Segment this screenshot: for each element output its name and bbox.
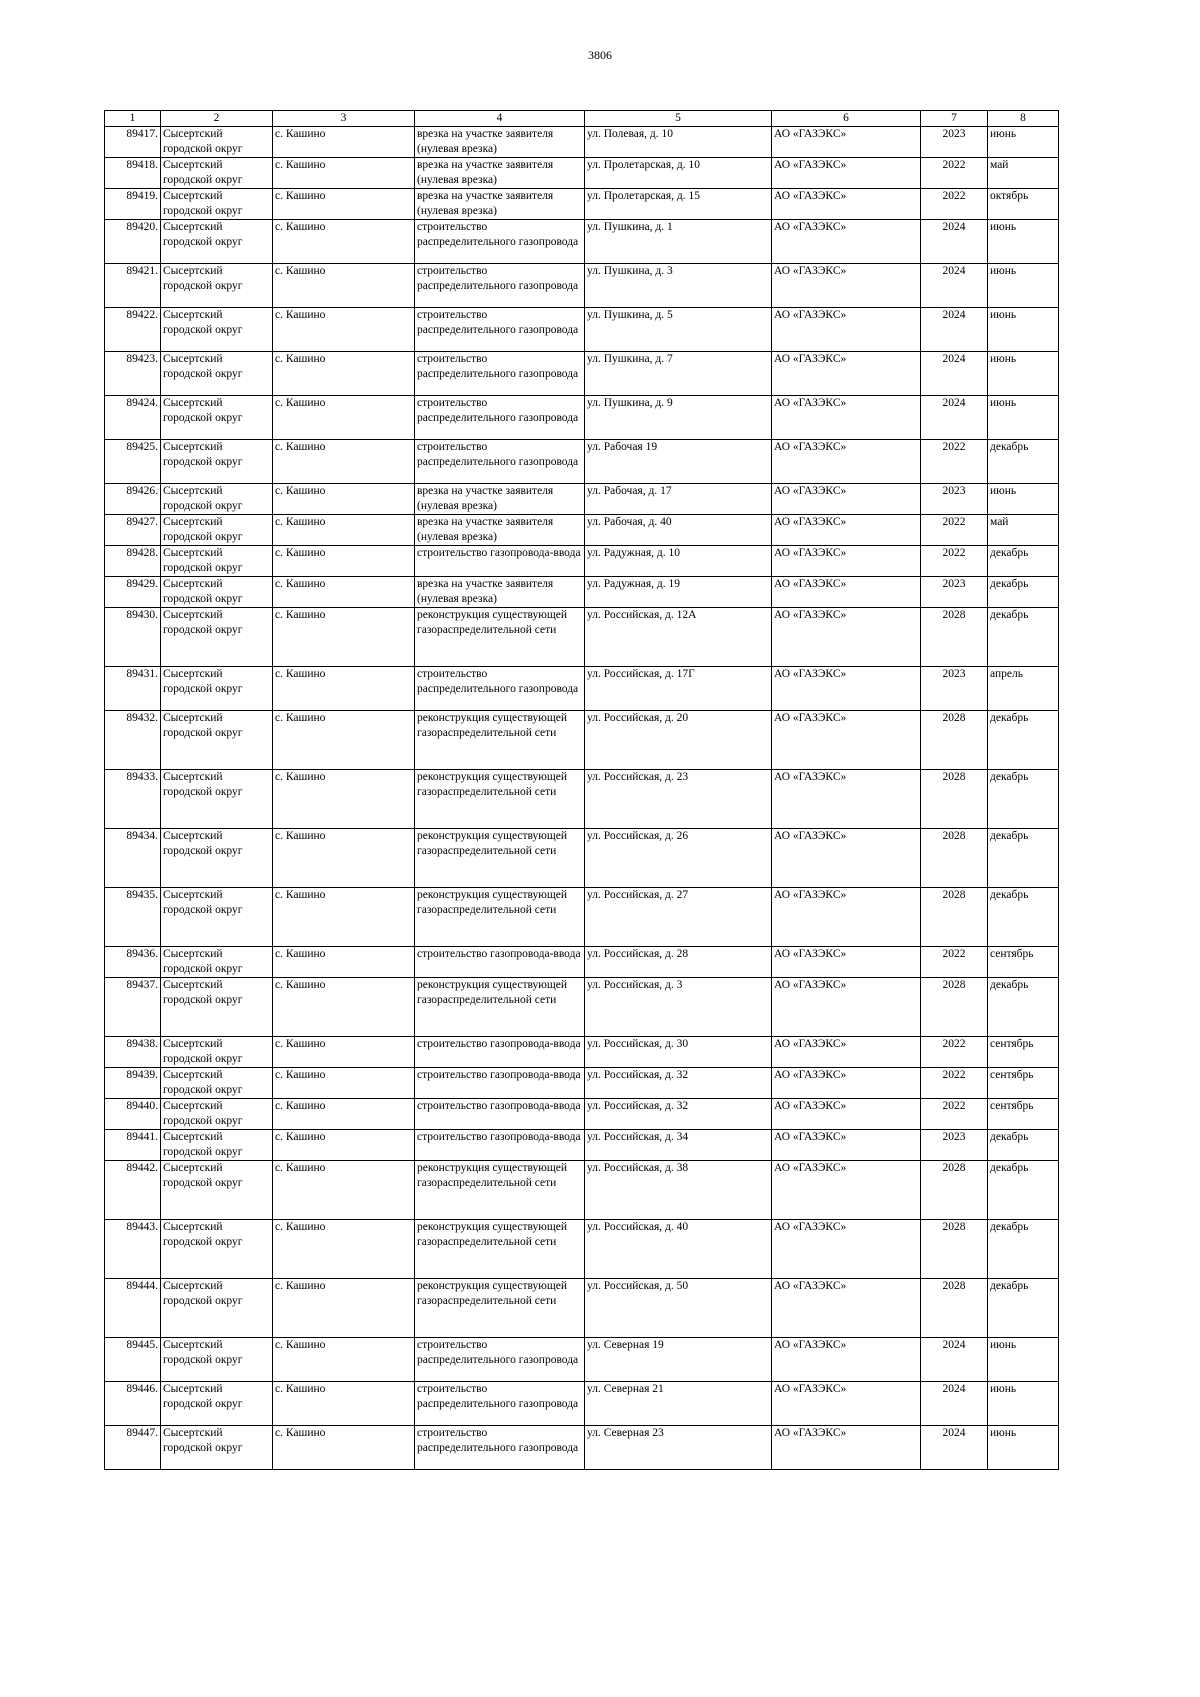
cell-year: 2022	[921, 1099, 988, 1130]
cell-year: 2022	[921, 1037, 988, 1068]
cell-year: 2022	[921, 546, 988, 577]
cell-company: АО «ГАЗЭКС»	[772, 515, 921, 546]
column-header: 3	[273, 111, 415, 127]
cell-address: ул. Полевая, д. 10	[585, 127, 772, 158]
cell-district: Сысертский городской округ	[161, 711, 273, 770]
cell-month: апрель	[988, 667, 1059, 711]
cell-settlement: с. Кашино	[273, 440, 415, 484]
cell-number: 89445.	[105, 1338, 161, 1382]
header-row	[105, 111, 1059, 127]
cell-year: 2028	[921, 829, 988, 888]
cell-year: 2028	[921, 608, 988, 667]
cell-work-type: врезка на участке заявителя (нулевая врезка)	[415, 484, 585, 515]
cell-address: ул. Российская, д. 40	[585, 1220, 772, 1279]
cell-work-type: строительство распределительного газопровода	[415, 352, 585, 396]
cell-work-type: строительство газопровода-ввода	[415, 1130, 585, 1161]
cell-month: декабрь	[988, 440, 1059, 484]
register-table	[104, 110, 1059, 1470]
column-header: 2	[161, 111, 273, 127]
table-row	[105, 1130, 1059, 1161]
cell-work-type: строительство распределительного газопровода	[415, 264, 585, 308]
cell-month: июнь	[988, 1382, 1059, 1426]
cell-work-type: реконструкция существующей газораспределительной сети	[415, 1279, 585, 1338]
cell-settlement: с. Кашино	[273, 577, 415, 608]
cell-district: Сысертский городской округ	[161, 264, 273, 308]
cell-address: ул. Российская, д. 3	[585, 978, 772, 1037]
cell-work-type: врезка на участке заявителя (нулевая врезка)	[415, 127, 585, 158]
cell-month: декабрь	[988, 829, 1059, 888]
cell-number: 89436.	[105, 947, 161, 978]
cell-address: ул. Российская, д. 26	[585, 829, 772, 888]
table-row	[105, 667, 1059, 711]
cell-settlement: с. Кашино	[273, 1037, 415, 1068]
cell-settlement: с. Кашино	[273, 189, 415, 220]
cell-year: 2028	[921, 711, 988, 770]
cell-address: ул. Пушкина, д. 9	[585, 396, 772, 440]
table-row	[105, 770, 1059, 829]
cell-district: Сысертский городской округ	[161, 1099, 273, 1130]
cell-year: 2028	[921, 978, 988, 1037]
cell-work-type: реконструкция существующей газораспределительной сети	[415, 608, 585, 667]
table-row	[105, 352, 1059, 396]
column-header: 1	[105, 111, 161, 127]
cell-company: АО «ГАЗЭКС»	[772, 667, 921, 711]
cell-number: 89443.	[105, 1220, 161, 1279]
cell-year: 2028	[921, 888, 988, 947]
cell-work-type: врезка на участке заявителя (нулевая врезка)	[415, 189, 585, 220]
table-row	[105, 978, 1059, 1037]
cell-year: 2024	[921, 308, 988, 352]
cell-settlement: с. Кашино	[273, 711, 415, 770]
cell-month: декабрь	[988, 608, 1059, 667]
cell-company: АО «ГАЗЭКС»	[772, 888, 921, 947]
cell-settlement: с. Кашино	[273, 608, 415, 667]
cell-year: 2024	[921, 1338, 988, 1382]
cell-address: ул. Российская, д. 17Г	[585, 667, 772, 711]
cell-company: АО «ГАЗЭКС»	[772, 711, 921, 770]
cell-settlement: с. Кашино	[273, 1382, 415, 1426]
cell-year: 2028	[921, 1161, 988, 1220]
cell-number: 89440.	[105, 1099, 161, 1130]
cell-number: 89432.	[105, 711, 161, 770]
cell-month: сентябрь	[988, 1068, 1059, 1099]
cell-settlement: с. Кашино	[273, 515, 415, 546]
cell-district: Сысертский городской округ	[161, 1068, 273, 1099]
cell-work-type: строительство газопровода-ввода	[415, 947, 585, 978]
cell-number: 89417.	[105, 127, 161, 158]
cell-year: 2023	[921, 484, 988, 515]
cell-settlement: с. Кашино	[273, 978, 415, 1037]
cell-number: 89441.	[105, 1130, 161, 1161]
cell-address: ул. Российская, д. 28	[585, 947, 772, 978]
cell-settlement: с. Кашино	[273, 158, 415, 189]
cell-work-type: строительство газопровода-ввода	[415, 1068, 585, 1099]
cell-number: 89422.	[105, 308, 161, 352]
cell-work-type: реконструкция существующей газораспределительной сети	[415, 711, 585, 770]
cell-address: ул. Российская, д. 34	[585, 1130, 772, 1161]
cell-month: декабрь	[988, 711, 1059, 770]
cell-month: октябрь	[988, 189, 1059, 220]
cell-month: июнь	[988, 484, 1059, 515]
cell-work-type: строительство распределительного газопровода	[415, 440, 585, 484]
page-number: 3806	[588, 48, 612, 62]
cell-address: ул. Пушкина, д. 7	[585, 352, 772, 396]
column-header: 7	[921, 111, 988, 127]
cell-district: Сысертский городской округ	[161, 667, 273, 711]
cell-month: декабрь	[988, 1220, 1059, 1279]
cell-month: июнь	[988, 264, 1059, 308]
cell-month: декабрь	[988, 888, 1059, 947]
cell-district: Сысертский городской округ	[161, 1130, 273, 1161]
cell-company: АО «ГАЗЭКС»	[772, 1099, 921, 1130]
cell-district: Сысертский городской округ	[161, 1338, 273, 1382]
cell-month: июнь	[988, 127, 1059, 158]
table-row	[105, 440, 1059, 484]
cell-number: 89431.	[105, 667, 161, 711]
table-row	[105, 1279, 1059, 1338]
cell-address: ул. Пролетарская, д. 15	[585, 189, 772, 220]
cell-month: декабрь	[988, 978, 1059, 1037]
cell-company: АО «ГАЗЭКС»	[772, 1220, 921, 1279]
cell-work-type: реконструкция существующей газораспределительной сети	[415, 888, 585, 947]
table-row	[105, 308, 1059, 352]
cell-month: декабрь	[988, 770, 1059, 829]
cell-month: июнь	[988, 1338, 1059, 1382]
cell-number: 89434.	[105, 829, 161, 888]
cell-year: 2024	[921, 220, 988, 264]
table-row	[105, 189, 1059, 220]
table-row	[105, 888, 1059, 947]
cell-work-type: реконструкция существующей газораспределительной сети	[415, 1161, 585, 1220]
cell-company: АО «ГАЗЭКС»	[772, 577, 921, 608]
cell-month: декабрь	[988, 577, 1059, 608]
table-row	[105, 158, 1059, 189]
cell-number: 89420.	[105, 220, 161, 264]
cell-company: АО «ГАЗЭКС»	[772, 396, 921, 440]
cell-settlement: с. Кашино	[273, 770, 415, 829]
cell-company: АО «ГАЗЭКС»	[772, 947, 921, 978]
table-row	[105, 1426, 1059, 1470]
cell-address: ул. Российская, д. 20	[585, 711, 772, 770]
cell-number: 89446.	[105, 1382, 161, 1426]
cell-work-type: врезка на участке заявителя (нулевая врезка)	[415, 158, 585, 189]
column-header: 4	[415, 111, 585, 127]
cell-work-type: врезка на участке заявителя (нулевая врезка)	[415, 577, 585, 608]
cell-district: Сысертский городской округ	[161, 1279, 273, 1338]
cell-work-type: строительство газопровода-ввода	[415, 546, 585, 577]
table-row	[105, 1338, 1059, 1382]
cell-company: АО «ГАЗЭКС»	[772, 1382, 921, 1426]
cell-work-type: строительство распределительного газопровода	[415, 1426, 585, 1470]
cell-settlement: с. Кашино	[273, 127, 415, 158]
cell-year: 2023	[921, 577, 988, 608]
cell-district: Сысертский городской округ	[161, 978, 273, 1037]
cell-year: 2022	[921, 440, 988, 484]
cell-year: 2023	[921, 667, 988, 711]
table-header	[105, 111, 1059, 127]
table-row	[105, 546, 1059, 577]
cell-year: 2022	[921, 515, 988, 546]
cell-company: АО «ГАЗЭКС»	[772, 127, 921, 158]
cell-settlement: с. Кашино	[273, 1220, 415, 1279]
cell-address: ул. Рабочая 19	[585, 440, 772, 484]
cell-number: 89424.	[105, 396, 161, 440]
cell-company: АО «ГАЗЭКС»	[772, 1279, 921, 1338]
cell-address: ул. Радужная, д. 10	[585, 546, 772, 577]
table-row	[105, 1037, 1059, 1068]
cell-month: май	[988, 158, 1059, 189]
cell-month: май	[988, 515, 1059, 546]
cell-district: Сысертский городской округ	[161, 1037, 273, 1068]
cell-district: Сысертский городской округ	[161, 127, 273, 158]
cell-address: ул. Пушкина, д. 3	[585, 264, 772, 308]
cell-address: ул. Российская, д. 12А	[585, 608, 772, 667]
cell-district: Сысертский городской округ	[161, 608, 273, 667]
cell-year: 2024	[921, 352, 988, 396]
cell-settlement: с. Кашино	[273, 829, 415, 888]
cell-year: 2022	[921, 158, 988, 189]
cell-address: ул. Рабочая, д. 17	[585, 484, 772, 515]
cell-company: АО «ГАЗЭКС»	[772, 978, 921, 1037]
cell-year: 2024	[921, 1382, 988, 1426]
cell-work-type: врезка на участке заявителя (нулевая врезка)	[415, 515, 585, 546]
cell-district: Сысертский городской округ	[161, 220, 273, 264]
cell-district: Сысертский городской округ	[161, 829, 273, 888]
cell-district: Сысертский городской округ	[161, 396, 273, 440]
cell-year: 2028	[921, 1220, 988, 1279]
cell-work-type: реконструкция существующей газораспределительной сети	[415, 1220, 585, 1279]
table-row	[105, 947, 1059, 978]
cell-settlement: с. Кашино	[273, 1426, 415, 1470]
cell-month: июнь	[988, 308, 1059, 352]
table-row	[105, 711, 1059, 770]
cell-number: 89429.	[105, 577, 161, 608]
table-row	[105, 1068, 1059, 1099]
cell-address: ул. Российская, д. 32	[585, 1099, 772, 1130]
cell-district: Сысертский городской округ	[161, 515, 273, 546]
cell-settlement: с. Кашино	[273, 1161, 415, 1220]
cell-district: Сысертский городской округ	[161, 189, 273, 220]
table-row	[105, 1382, 1059, 1426]
table-row	[105, 1220, 1059, 1279]
cell-settlement: с. Кашино	[273, 308, 415, 352]
cell-year: 2023	[921, 127, 988, 158]
cell-number: 89439.	[105, 1068, 161, 1099]
cell-company: АО «ГАЗЭКС»	[772, 608, 921, 667]
cell-settlement: с. Кашино	[273, 667, 415, 711]
cell-company: АО «ГАЗЭКС»	[772, 1161, 921, 1220]
cell-work-type: реконструкция существующей газораспределительной сети	[415, 978, 585, 1037]
table-body	[105, 127, 1059, 1470]
cell-number: 89433.	[105, 770, 161, 829]
cell-work-type: реконструкция существующей газораспределительной сети	[415, 829, 585, 888]
cell-address: ул. Пушкина, д. 1	[585, 220, 772, 264]
cell-work-type: строительство распределительного газопровода	[415, 220, 585, 264]
cell-year: 2024	[921, 264, 988, 308]
cell-district: Сысертский городской округ	[161, 577, 273, 608]
cell-district: Сысертский городской округ	[161, 1382, 273, 1426]
cell-work-type: строительство распределительного газопровода	[415, 1382, 585, 1426]
cell-month: июнь	[988, 352, 1059, 396]
cell-number: 89428.	[105, 546, 161, 577]
cell-settlement: с. Кашино	[273, 220, 415, 264]
cell-district: Сысертский городской округ	[161, 440, 273, 484]
cell-number: 89447.	[105, 1426, 161, 1470]
cell-number: 89421.	[105, 264, 161, 308]
cell-address: ул. Российская, д. 50	[585, 1279, 772, 1338]
cell-work-type: реконструкция существующей газораспределительной сети	[415, 770, 585, 829]
cell-district: Сысертский городской округ	[161, 1426, 273, 1470]
cell-month: сентябрь	[988, 1099, 1059, 1130]
table-row	[105, 515, 1059, 546]
cell-address: ул. Российская, д. 38	[585, 1161, 772, 1220]
cell-number: 89437.	[105, 978, 161, 1037]
cell-settlement: с. Кашино	[273, 484, 415, 515]
cell-work-type: строительство распределительного газопровода	[415, 396, 585, 440]
cell-address: ул. Пушкина, д. 5	[585, 308, 772, 352]
cell-company: АО «ГАЗЭКС»	[772, 158, 921, 189]
cell-month: июнь	[988, 1426, 1059, 1470]
cell-month: сентябрь	[988, 947, 1059, 978]
cell-district: Сысертский городской округ	[161, 1220, 273, 1279]
cell-number: 89423.	[105, 352, 161, 396]
cell-district: Сысертский городской округ	[161, 352, 273, 396]
cell-year: 2028	[921, 770, 988, 829]
cell-work-type: строительство газопровода-ввода	[415, 1099, 585, 1130]
cell-address: ул. Радужная, д. 19	[585, 577, 772, 608]
cell-settlement: с. Кашино	[273, 396, 415, 440]
cell-company: АО «ГАЗЭКС»	[772, 829, 921, 888]
table-row	[105, 577, 1059, 608]
cell-district: Сысертский городской округ	[161, 947, 273, 978]
cell-address: ул. Северная 23	[585, 1426, 772, 1470]
table-row	[105, 484, 1059, 515]
column-header: 8	[988, 111, 1059, 127]
cell-district: Сысертский городской округ	[161, 546, 273, 577]
cell-number: 89438.	[105, 1037, 161, 1068]
cell-address: ул. Российская, д. 23	[585, 770, 772, 829]
table-row	[105, 127, 1059, 158]
cell-district: Сысертский городской округ	[161, 158, 273, 189]
table-row	[105, 220, 1059, 264]
cell-address: ул. Рабочая, д. 40	[585, 515, 772, 546]
cell-number: 89427.	[105, 515, 161, 546]
cell-company: АО «ГАЗЭКС»	[772, 1338, 921, 1382]
column-header: 5	[585, 111, 772, 127]
cell-company: АО «ГАЗЭКС»	[772, 440, 921, 484]
cell-number: 89435.	[105, 888, 161, 947]
table-row	[105, 608, 1059, 667]
cell-month: июнь	[988, 220, 1059, 264]
cell-company: АО «ГАЗЭКС»	[772, 1037, 921, 1068]
cell-settlement: с. Кашино	[273, 264, 415, 308]
cell-year: 2024	[921, 396, 988, 440]
cell-number: 89442.	[105, 1161, 161, 1220]
cell-month: декабрь	[988, 1161, 1059, 1220]
cell-month: декабрь	[988, 1279, 1059, 1338]
cell-number: 89430.	[105, 608, 161, 667]
cell-settlement: с. Кашино	[273, 1068, 415, 1099]
cell-company: АО «ГАЗЭКС»	[772, 352, 921, 396]
cell-company: АО «ГАЗЭКС»	[772, 1068, 921, 1099]
cell-district: Сысертский городской округ	[161, 484, 273, 515]
cell-work-type: строительство распределительного газопровода	[415, 667, 585, 711]
table-row	[105, 396, 1059, 440]
cell-year: 2022	[921, 1068, 988, 1099]
cell-company: АО «ГАЗЭКС»	[772, 1426, 921, 1470]
cell-address: ул. Пролетарская, д. 10	[585, 158, 772, 189]
cell-address: ул. Северная 21	[585, 1382, 772, 1426]
cell-settlement: с. Кашино	[273, 1338, 415, 1382]
cell-district: Сысертский городской округ	[161, 888, 273, 947]
cell-month: сентябрь	[988, 1037, 1059, 1068]
cell-year: 2023	[921, 1130, 988, 1161]
cell-work-type: строительство газопровода-ввода	[415, 1037, 585, 1068]
cell-month: декабрь	[988, 546, 1059, 577]
cell-company: АО «ГАЗЭКС»	[772, 770, 921, 829]
table-row	[105, 264, 1059, 308]
cell-company: АО «ГАЗЭКС»	[772, 264, 921, 308]
cell-address: ул. Российская, д. 32	[585, 1068, 772, 1099]
cell-company: АО «ГАЗЭКС»	[772, 189, 921, 220]
cell-number: 89418.	[105, 158, 161, 189]
cell-year: 2028	[921, 1279, 988, 1338]
cell-settlement: с. Кашино	[273, 1099, 415, 1130]
cell-number: 89425.	[105, 440, 161, 484]
table-row	[105, 1099, 1059, 1130]
cell-month: декабрь	[988, 1130, 1059, 1161]
cell-work-type: строительство распределительного газопровода	[415, 1338, 585, 1382]
cell-settlement: с. Кашино	[273, 1130, 415, 1161]
table-row	[105, 829, 1059, 888]
cell-company: АО «ГАЗЭКС»	[772, 308, 921, 352]
cell-address: ул. Российская, д. 30	[585, 1037, 772, 1068]
cell-company: АО «ГАЗЭКС»	[772, 1130, 921, 1161]
cell-settlement: с. Кашино	[273, 1279, 415, 1338]
cell-district: Сысертский городской округ	[161, 770, 273, 829]
cell-number: 89444.	[105, 1279, 161, 1338]
cell-settlement: с. Кашино	[273, 546, 415, 577]
column-header: 6	[772, 111, 921, 127]
cell-district: Сысертский городской округ	[161, 1161, 273, 1220]
cell-settlement: с. Кашино	[273, 888, 415, 947]
cell-year: 2024	[921, 1426, 988, 1470]
cell-company: АО «ГАЗЭКС»	[772, 484, 921, 515]
cell-number: 89419.	[105, 189, 161, 220]
table-row	[105, 1161, 1059, 1220]
cell-work-type: строительство распределительного газопровода	[415, 308, 585, 352]
cell-settlement: с. Кашино	[273, 947, 415, 978]
cell-company: АО «ГАЗЭКС»	[772, 220, 921, 264]
cell-address: ул. Северная 19	[585, 1338, 772, 1382]
cell-settlement: с. Кашино	[273, 352, 415, 396]
cell-month: июнь	[988, 396, 1059, 440]
cell-district: Сысертский городской округ	[161, 308, 273, 352]
cell-year: 2022	[921, 947, 988, 978]
cell-number: 89426.	[105, 484, 161, 515]
cell-company: АО «ГАЗЭКС»	[772, 546, 921, 577]
cell-address: ул. Российская, д. 27	[585, 888, 772, 947]
cell-year: 2022	[921, 189, 988, 220]
